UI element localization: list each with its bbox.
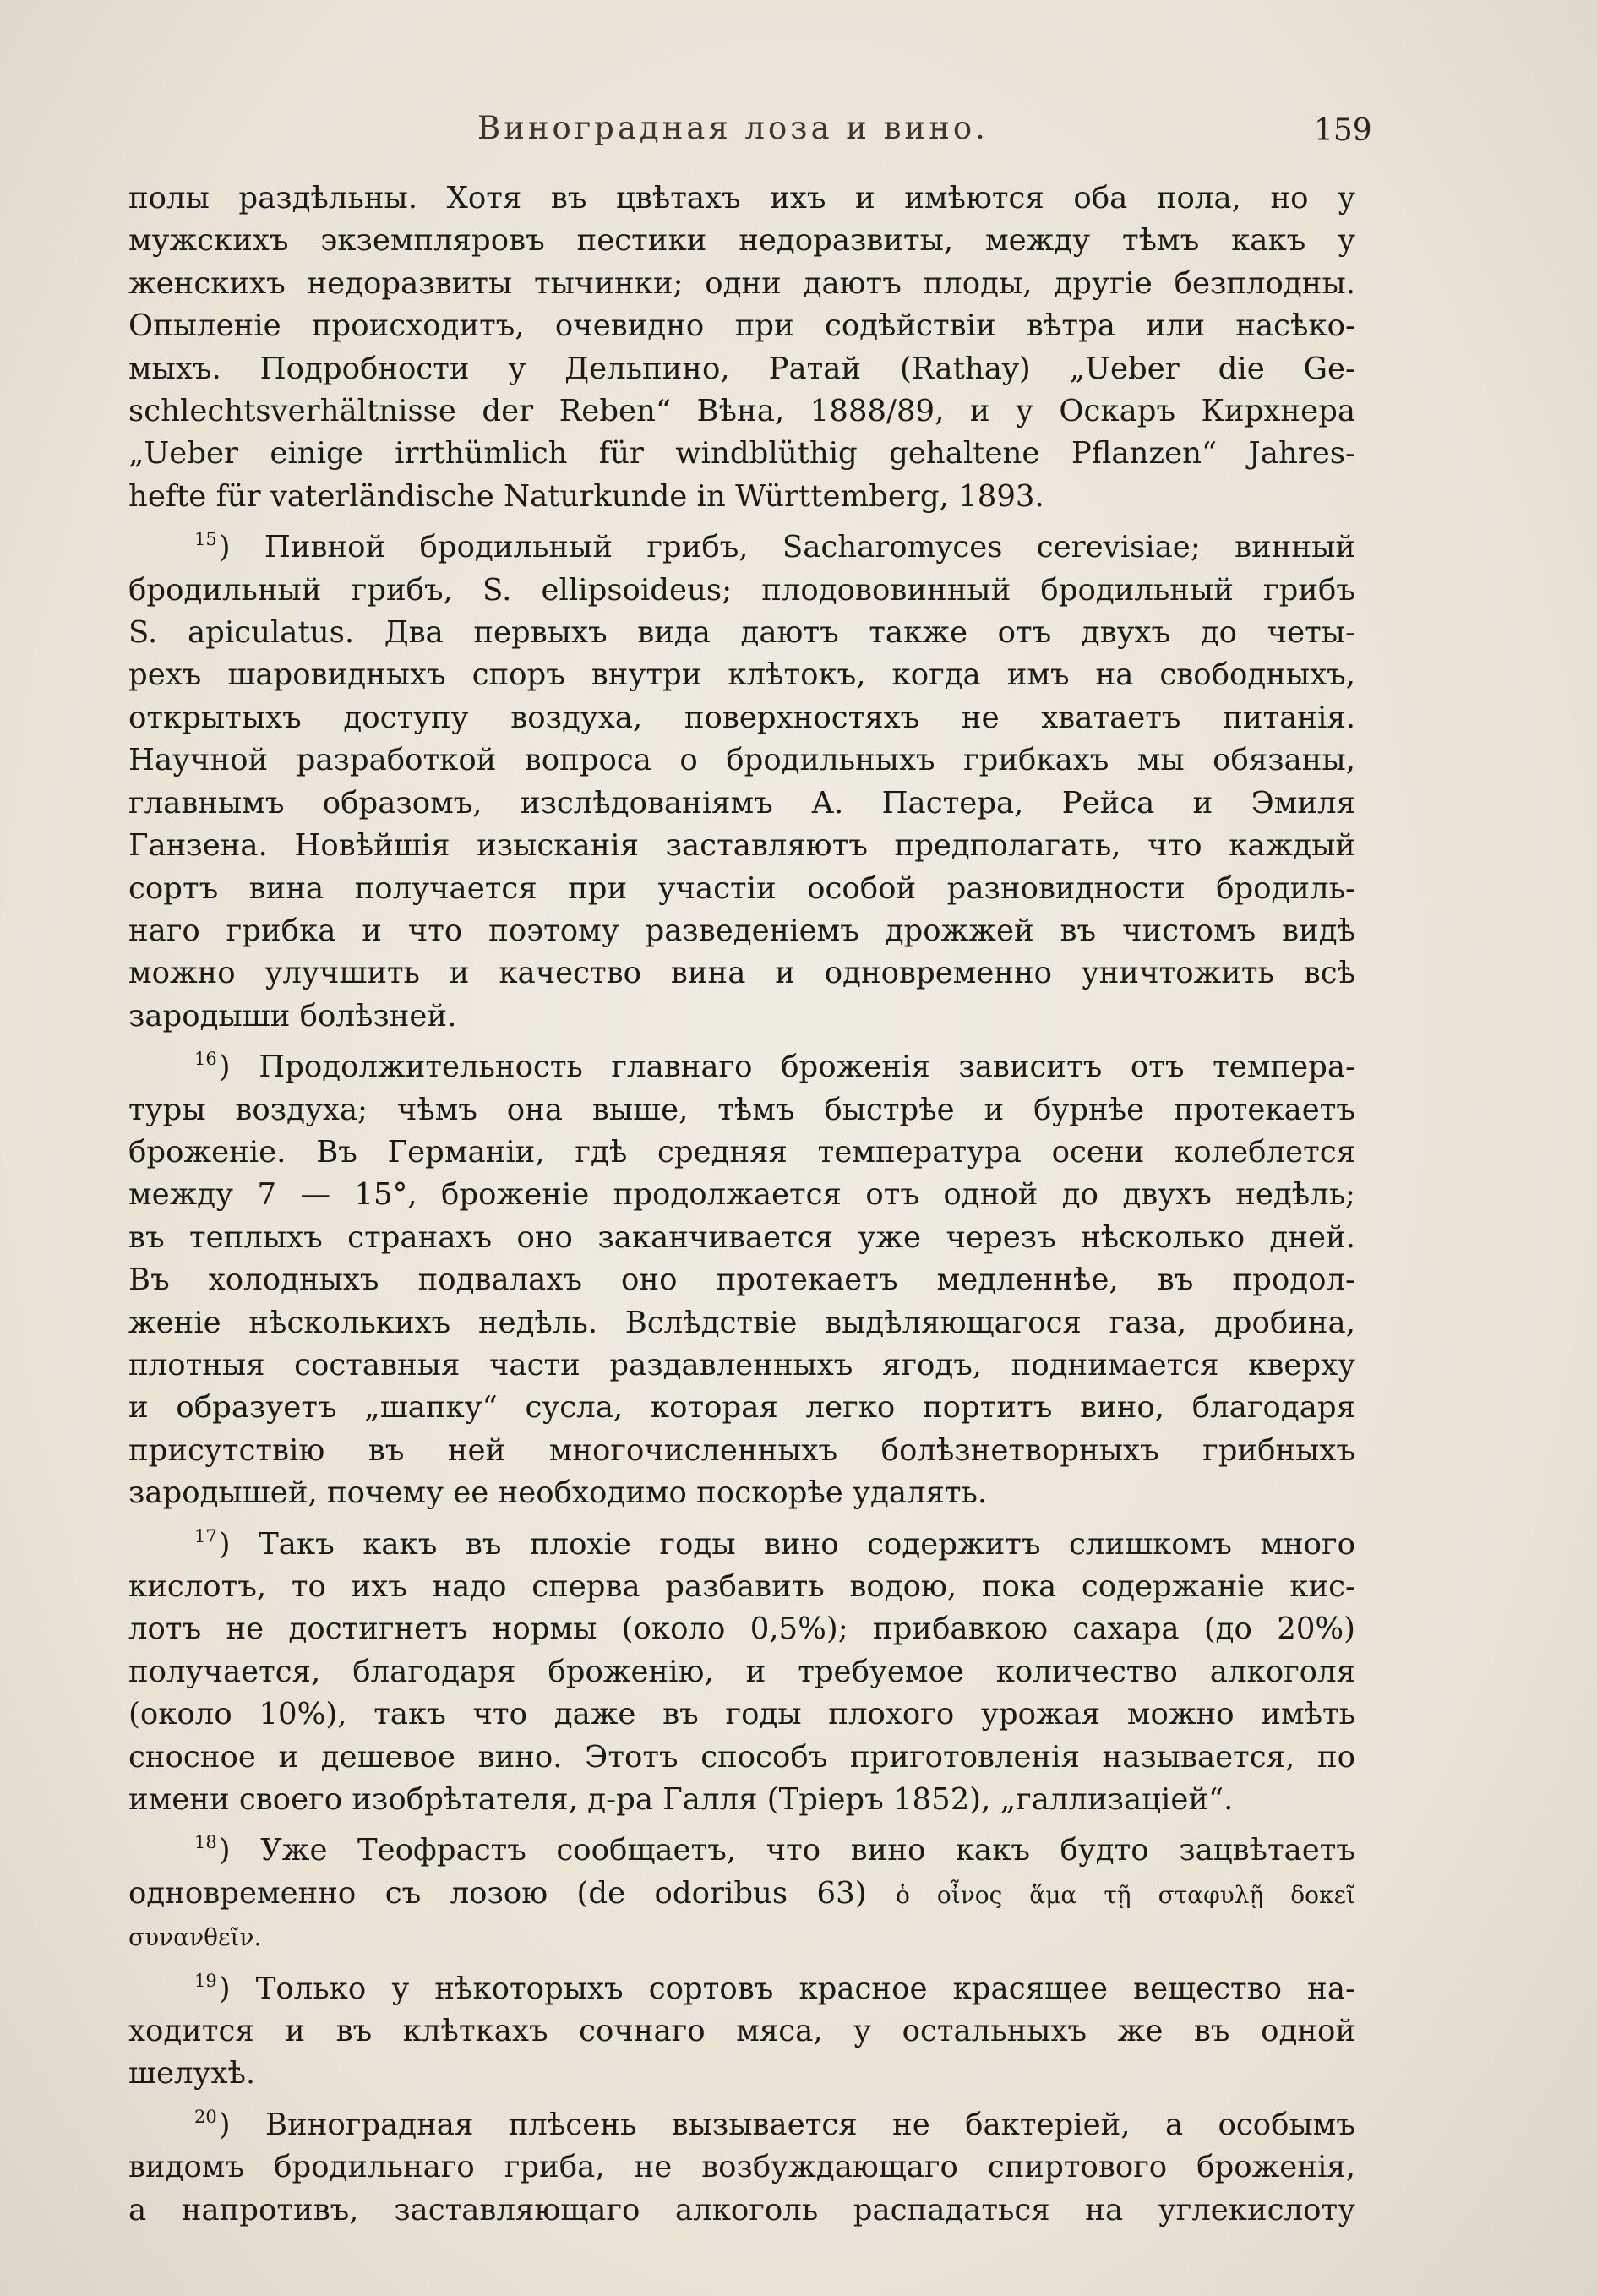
text-line: Ганзена. Новѣйшія изысканія заставляютъ предполагать, что каждый — [128, 828, 1355, 864]
footnote-number: 19 — [194, 1970, 217, 1991]
footnote-number: 16 — [194, 1049, 217, 1070]
text-line: полы раздѣльны. Хотя въ цвѣтахъ ихъ и имѣются оба пола, но у — [128, 181, 1355, 215]
text-line: сносное и дешевое вино. Этотъ способъ приготовленія называется, по — [128, 1739, 1355, 1775]
text-line: Въ холодныхъ подвалахъ оно протекаетъ медленнѣе, въ продол- — [128, 1263, 1355, 1298]
text-line: Опыленіе происходитъ, очевидно при содѣйствіи вѣтра или насѣко- — [128, 308, 1355, 344]
text-line-content: одновременно съ лозою (de odoribus 63) — [128, 1875, 867, 1911]
text-line — [128, 2096, 1355, 2146]
text-line: женіе нѣсколькихъ недѣль. Вслѣдствіе выдѣляющагося газа, дробина, — [128, 1305, 1355, 1340]
text-line: (около 10%), такъ что даже въ годы плохого урожая можно имѣть — [128, 1697, 1355, 1732]
footnote-number: 17 — [194, 1525, 217, 1546]
text-line-content: ) Уже Теофрастъ сообщаетъ, что вино какъ будто зацвѣтаетъ — [218, 1833, 1355, 1868]
footnote-number: 20 — [194, 2106, 217, 2127]
text-line: сортъ вина получается при участіи особой разновидности бродиль- — [128, 870, 1355, 906]
text-line: видомъ бродильнаго гриба, не возбуждающаго спиртового броженія, — [128, 2150, 1355, 2185]
text-line — [128, 1038, 1355, 1088]
text-line: а напротивъ, заставляющаго алкоголь распадаться на углекислоту — [128, 2192, 1355, 2228]
text-line: ходится и въ клѣткахъ сочнаго мяса, у остальныхъ же въ одной — [128, 2014, 1355, 2049]
text-line: между 7 — 15°, броженіе продолжается отъ одной до двухъ недѣль; — [128, 1177, 1355, 1213]
text-line: рехъ шаровидныхъ споръ внутри клѣтокъ, когда имъ на свободныхъ, — [128, 657, 1355, 693]
footnote-number: 15 — [194, 529, 217, 550]
text-line — [128, 1873, 1355, 1917]
text-line: лотъ не достигнетъ нормы (около 0,5%); прибавкою сахара (до 20%) — [128, 1612, 1355, 1647]
text-line: въ теплыхъ странахъ оно заканчивается уже черезъ нѣсколько дней. — [128, 1219, 1355, 1255]
text-line — [128, 518, 1355, 569]
text-line: плотныя составныя части раздавленныхъ ягодъ, поднимается кверху — [128, 1347, 1355, 1383]
greek-quote: ὁ οἶνος ἅμα τῇ σταφυλῇ δοκεῖ — [895, 1880, 1355, 1909]
text-line: наго грибка и что поэтому разведеніемъ дрожжей въ чистомъ видѣ — [128, 913, 1355, 948]
text-line: и образуетъ „шапку“ сусла, которая легко портитъ вино, благодаря — [128, 1390, 1355, 1426]
text-line: S. apiculatus. Два первыхъ вида даютъ также отъ двухъ до четы- — [128, 615, 1355, 651]
footnote-17 — [128, 1515, 1355, 1822]
text-line: зародыши болѣзней. — [128, 998, 457, 1033]
text-line: имени своего изобрѣтателя, д-ра Галля (Тріеръ 1852), „галлизаціей“. — [128, 1782, 1234, 1818]
footnote-19 — [128, 1960, 1355, 2096]
text-line — [128, 1960, 1355, 2010]
footnote-18 — [128, 1821, 1355, 1959]
text-line-content: ) Только у нѣкоторыхъ сортовъ красное красящее вещество на- — [218, 1971, 1355, 2006]
text-line: присутствію въ ней многочисленныхъ болѣзнетворныхъ грибныхъ — [128, 1432, 1355, 1468]
text-line: получается, благодаря броженію, и требуемое количество алкоголя — [128, 1654, 1355, 1689]
footnote-continuation — [128, 177, 1355, 518]
text-line: броженіе. Въ Германіи, гдѣ средняя температура осени колеблется — [128, 1134, 1355, 1170]
footnote-20 — [128, 2096, 1355, 2232]
text-line: туры воздуха; чѣмъ она выше, тѣмъ быстрѣе и бурнѣе протекаетъ — [128, 1092, 1355, 1127]
text-line: кислотъ, то ихъ надо сперва разбавить водою, пока содержаніе кис- — [128, 1569, 1355, 1604]
text-line: Научной разработкой вопроса о бродильныхъ грибкахъ мы обязаны, — [128, 743, 1355, 778]
text-line: открытыхъ доступу воздуха, поверхностяхъ не хватаетъ питанія. — [128, 700, 1355, 735]
text-line: „Ueber einige irrthümlich für windblüthig gehaltene Pflanzen“ Jahres- — [128, 436, 1355, 472]
greek-quote-end: συνανθεῖν. — [128, 1923, 262, 1952]
footnote-number: 18 — [194, 1832, 217, 1853]
text-line: можно улучшить и качество вина и одновременно уничтожить всѣ — [128, 956, 1355, 991]
text-line-content: ) Продолжительность главнаго броженія зависитъ отъ темпера- — [218, 1050, 1355, 1085]
footnote-16 — [128, 1038, 1355, 1514]
text-line-content: ) Виноградная плѣсень вызывается не бактеріей, а особымъ — [218, 2107, 1355, 2142]
text-line: главнымъ образомъ, изслѣдованіямъ А. Пастера, Рейса и Эмиля — [128, 785, 1355, 821]
text-line: hefte für vaterländische Naturkunde in Württemberg, 1893. — [128, 478, 1044, 514]
text-line: мыхъ. Подробности у Дельпино, Ратай (Rathay) „Ueber die Ge- — [128, 351, 1355, 386]
page-header — [0, 110, 1597, 161]
footnote-15 — [128, 518, 1355, 1038]
text-line: женскихъ недоразвиты тычинки; одни даютъ плоды, другіе безплодны. — [128, 265, 1355, 301]
text-line-content: ) Пивной бродильный грибъ, Sacharomyces cerevisiae; винный — [218, 530, 1355, 565]
text-line: зародышей, почему ее необходимо поскорѣе удалять. — [128, 1475, 988, 1511]
text-line: шелухѣ. — [128, 2056, 256, 2091]
text-line — [128, 1515, 1355, 1566]
text-line: бродильный грибъ, S. ellipsoideus; плодововинный бродильный грибъ — [128, 572, 1355, 608]
text-line: мужскихъ экземпляровъ пестики недоразвиты, между тѣмъ какъ у — [128, 223, 1355, 259]
text-line — [128, 1821, 1355, 1872]
footnotes-body — [128, 177, 1355, 2232]
text-line: schlechtsverhältnisse der Reben“ Вѣна, 1888/89, и у Оскаръ Кирхнера — [128, 394, 1355, 429]
running-title: Виноградная лоза и вино. — [477, 110, 989, 146]
page-number: 159 — [1314, 113, 1372, 148]
text-line-content: ) Такъ какъ въ плохіе годы вино содержитъ слишкомъ много — [218, 1526, 1355, 1562]
